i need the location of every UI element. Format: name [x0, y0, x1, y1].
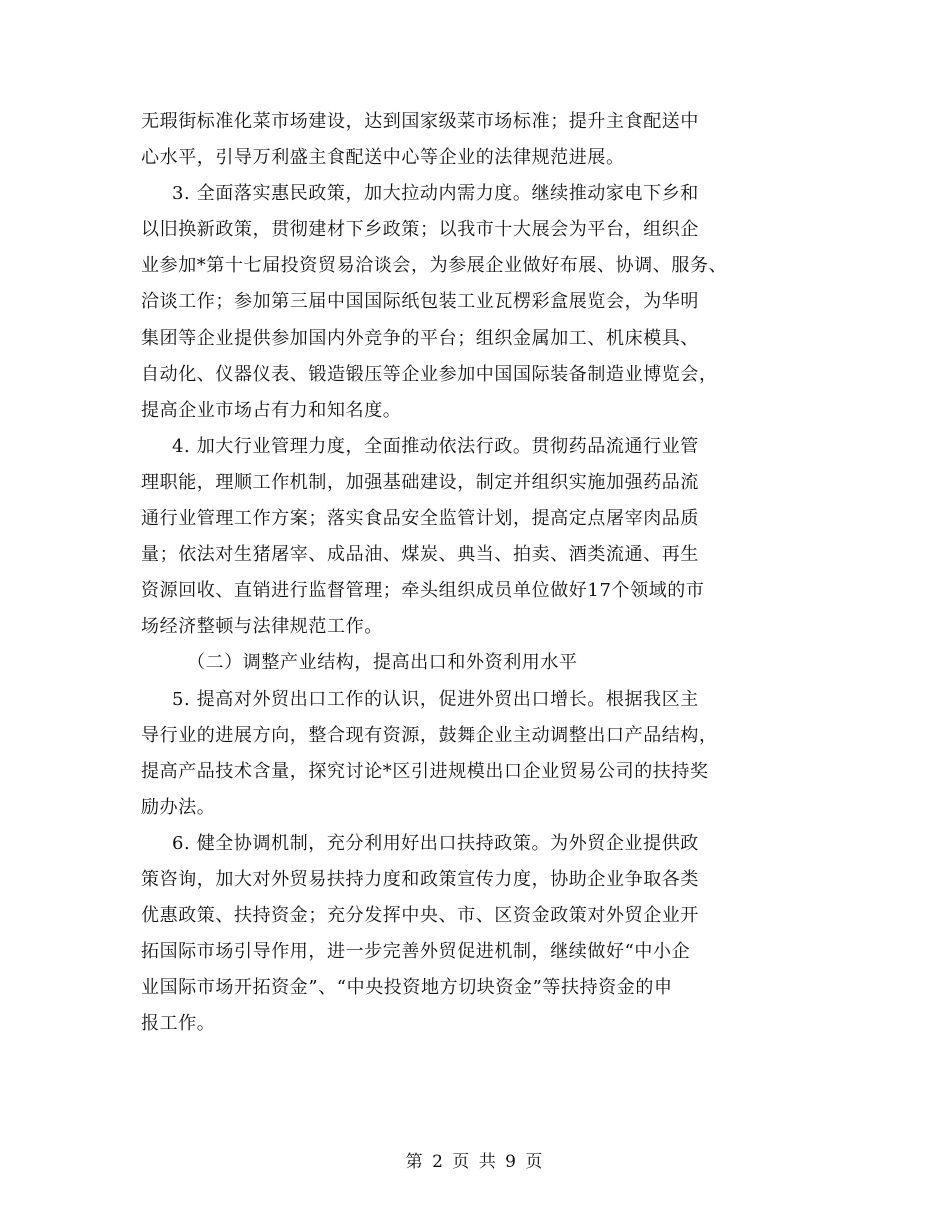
text-line: 导行业的进展方向，整合现有资源，鼓舞企业主动调整出口产品结构，: [141, 724, 718, 746]
text-line: 心水平，引导万利盛主食配送中心等企业的法律规范进展。: [141, 147, 625, 169]
text-line: 量；依法对生猪屠宰、成品油、煤炭、典当、拍卖、酒类流通、再生: [141, 544, 699, 566]
text-line: 以旧换新政策，贯彻建材下乡政策；以我市十大展会为平台，组织企: [141, 219, 699, 241]
text-line: 策咨询，加大对外贸易扶持力度和政策宣传力度，协助企业争取各类: [141, 868, 699, 890]
text-line: 无瑕街标准化菜市场建设，达到国家级菜市场标准；提升主食配送中: [141, 111, 699, 132]
text-line: 优惠政策、扶持资金；充分发挥中央、市、区资金政策对外贸企业开: [141, 905, 699, 927]
page-footer: 第 2 页 共 9 页: [405, 1152, 545, 1172]
text-line: 理职能，理顺工作机制，加强基础建设，制定并组织实施加强药品流: [141, 471, 699, 493]
paragraph-4-start: 4. 加大行业管理力度，全面推动依法行政。贯彻药品流通行业管: [172, 435, 699, 457]
text-line: 业国际市场开拓资金”、“中央投资地方切块资金”等扶持资金的申: [141, 977, 673, 999]
text-line: 业参加*第十七届投资贸易洽谈会，为参展企业做好布展、协调、服务、: [141, 255, 728, 277]
body-text: [141, 104, 841, 1042]
text-line: 场经济整顿与法律规范工作。: [141, 616, 383, 638]
section-heading: （二）调整产业结构，提高出口和外资利用水平: [187, 652, 578, 674]
paragraph-6-start: 6. 健全协调机制，充分利用好出口扶持政策。为外贸企业提供政: [172, 832, 699, 854]
text-line: 集团等企业提供参加国内外竞争的平台；组织金属加工、机床模具、: [141, 327, 699, 349]
text-line: 资源回收、直销进行监督管理；牵头组织成员单位做好17个领域的市: [141, 580, 705, 602]
text-line: 洽谈工作；参加第三届中国国际纸包装工业瓦楞彩盒展览会，为华明: [141, 291, 699, 313]
text-line: 通行业管理工作方案；落实食品安全监管计划，提高定点屠宰肉品质: [141, 508, 699, 530]
text-line: 拓国际市场引导作用，进一步完善外贸促进机制，继续做好“中小企: [141, 941, 691, 963]
text-line: 报工作。: [141, 1013, 216, 1035]
paragraph-5-start: 5. 提高对外贸出口工作的认识，促进外贸出口增长。根据我区主: [172, 688, 699, 710]
text-line: 提高企业市场占有力和知名度。: [141, 399, 402, 421]
text-line: 提高产品技术含量，探究讨论*区引进规模出口企业贸易公司的扶持奖: [141, 760, 709, 782]
paragraph-3-start: 3. 全面落实惠民政策，加大拉动内需力度。继续推动家电下乡和: [172, 183, 699, 205]
text-line: 自动化、仪器仪表、锻造锻压等企业参加中国国际装备制造业博览会，: [141, 363, 718, 385]
text-line: 励办法。: [141, 796, 216, 818]
